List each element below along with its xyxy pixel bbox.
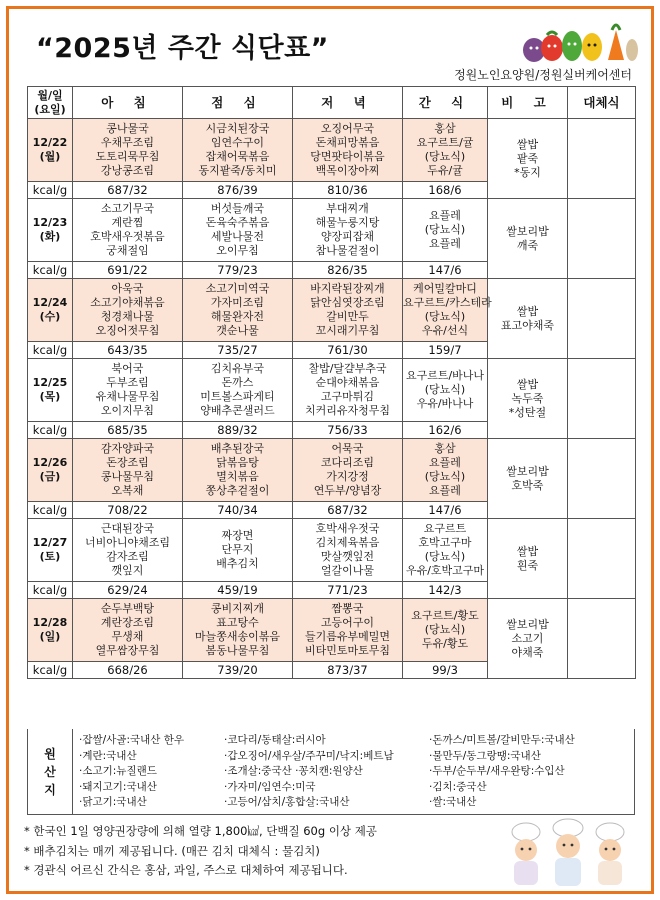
menu-item: 오이무침 xyxy=(216,244,259,257)
menu-item: 참나물겉절이 xyxy=(315,244,380,257)
menu-item: 돈장조림 xyxy=(106,456,149,469)
page-title: “2025년 주간 식단표” xyxy=(36,33,329,64)
day-cell: 12/23 (화) xyxy=(28,199,73,262)
vegetables-illustration xyxy=(520,16,638,64)
menu-item: 얼갈이나물 xyxy=(320,564,375,577)
breakfast-cell xyxy=(73,119,183,182)
kcal-value: 876/39 xyxy=(183,182,293,199)
snack-cell xyxy=(403,519,488,582)
menu-item: 닭안심엿장조림 xyxy=(310,296,385,309)
day-cell: 12/26 (금) xyxy=(28,439,73,502)
menu-day-row xyxy=(28,199,636,262)
menu-item: 부대찌개 xyxy=(326,202,369,215)
dinner-cell xyxy=(293,199,403,262)
menu-item: 감자조림 xyxy=(106,550,149,563)
kcal-value: 687/32 xyxy=(73,182,183,199)
menu-item: 북어국 xyxy=(111,362,144,375)
alternative-cell xyxy=(568,519,636,599)
kcal-value: 168/6 xyxy=(403,182,488,199)
menu-item: 배추된장국 xyxy=(210,442,265,455)
menu-item: 가지강정 xyxy=(326,470,369,483)
menu-item: 동지팥죽/동치미 xyxy=(198,164,277,177)
menu-item: 호박새우젓국 xyxy=(315,522,380,535)
menu-item: 강낭콩조림 xyxy=(100,164,155,177)
menu-item: 요구르트/바나나 xyxy=(405,369,485,382)
breakfast-cell xyxy=(73,599,183,662)
menu-item: 시금치된장국 xyxy=(205,122,270,135)
menu-item: 임연수구이 xyxy=(210,136,265,149)
kcal-value: 162/6 xyxy=(403,422,488,439)
kcal-value: 873/37 xyxy=(293,662,403,679)
kcal-value: 779/23 xyxy=(183,262,293,279)
menu-item: 봄동나물무침 xyxy=(205,644,270,657)
menu-item: 양배추콘샐러드 xyxy=(200,404,275,417)
menu-item: (당뇨식) xyxy=(424,550,466,563)
dinner-cell xyxy=(293,599,403,662)
dinner-cell xyxy=(293,279,403,342)
snack-cell xyxy=(403,199,488,262)
menu-item: 마늘쫑새송이볶음 xyxy=(194,630,280,643)
menu-item: 닭볶음탕 xyxy=(216,456,259,469)
menu-item: 순대야채볶음 xyxy=(315,376,380,389)
facility-name: 정원노인요양원/정원실버케어센터 xyxy=(454,68,632,82)
menu-item: 들기름유부메밀면 xyxy=(304,630,390,643)
menu-item: 고등어구이 xyxy=(320,616,375,629)
menu-item: 배추김치 xyxy=(216,557,259,570)
day-cell: 12/28 (일) xyxy=(28,599,73,662)
alternative-cell xyxy=(568,119,636,199)
kcal-label: kcal/g xyxy=(28,262,73,279)
menu-item: 요플레 xyxy=(429,484,461,497)
note-cell: 쌀밥 녹두죽 *성탄절 xyxy=(488,359,568,439)
weekly-menu-table xyxy=(27,86,636,679)
menu-item: 계란장조림 xyxy=(100,616,155,629)
menu-item: (당뇨식) xyxy=(424,150,466,163)
menu-item: 콩나물국 xyxy=(106,122,149,135)
menu-item: 요플레 xyxy=(429,237,461,250)
kcal-value: 740/34 xyxy=(183,502,293,519)
kcal-value: 756/33 xyxy=(293,422,403,439)
note-cell: 쌀보리밥 깨죽 xyxy=(488,199,568,279)
alternative-cell xyxy=(568,199,636,279)
header-day: 월/일 (요일) xyxy=(28,87,73,119)
day-cell: 12/25 (목) xyxy=(28,359,73,422)
menu-item: 돈육숙주볶음 xyxy=(205,216,270,229)
alternative-cell xyxy=(568,599,636,679)
menu-item: 연두부/양념장 xyxy=(313,484,382,497)
menu-item: 찰밥/달걀부추국 xyxy=(308,362,387,375)
origin-column-1: ·잡쌀/사골:국내산 한우 ·계란:국내산 ·소고기:뉴질랜드 ·돼지고기:국내산 ·닭고기:국내산 xyxy=(79,734,185,808)
snack-cell xyxy=(403,599,488,662)
lunch-cell xyxy=(183,359,293,422)
kcal-value: 889/32 xyxy=(183,422,293,439)
menu-item: 잡채어묵볶음 xyxy=(205,150,270,163)
menu-item: 어묵국 xyxy=(331,442,364,455)
dinner-cell xyxy=(293,439,403,502)
footnote: * 배추김치는 매끼 제공됩니다. (매끈 김치 대체식 : 물김치) xyxy=(24,843,320,858)
menu-item: 호박새우젓볶음 xyxy=(90,230,165,243)
header-breakfast: 아 침 xyxy=(73,87,183,119)
menu-item: 미트볼스파게티 xyxy=(200,390,275,403)
footnotes xyxy=(24,822,377,881)
note-cell: 쌀보리밥 소고기 야채죽 xyxy=(488,599,568,679)
menu-item: 갈비만두 xyxy=(326,310,369,323)
menu-item: 요구르트/황도 xyxy=(411,609,479,622)
menu-item: 우유/바나나 xyxy=(416,397,474,410)
menu-item: 해물누룽지탕 xyxy=(315,216,380,229)
menu-day-row xyxy=(28,279,636,342)
menu-item: 멸치볶음 xyxy=(216,470,259,483)
day-cell: 12/22 (월) xyxy=(28,119,73,182)
menu-item: 요구르트/카스테라 xyxy=(403,296,492,309)
kcal-value: 459/19 xyxy=(183,582,293,599)
note-cell: 쌀보리밥 호박죽 xyxy=(488,439,568,519)
menu-item: 갯순나물 xyxy=(216,324,259,337)
lunch-cell xyxy=(183,599,293,662)
footnote: * 경관식 어르신 간식은 홍삼, 과일, 주스로 대체하여 제공됩니다. xyxy=(24,863,348,877)
menu-item: 바지락된장찌개 xyxy=(310,282,385,295)
menu-item: 치커리유자청무침 xyxy=(304,404,390,417)
kcal-value: 147/6 xyxy=(403,502,488,519)
menu-item: 돈채피망볶음 xyxy=(315,136,380,149)
kcal-value: 687/32 xyxy=(293,502,403,519)
menu-item: 꼬시래기무침 xyxy=(315,324,380,337)
origin-column-2: ·코다리/동태살:러시아 ·갑오징어/새우살/주꾸미/낙지:베트남 ·조개살:중국산 ·꽁치캔:원양산 ·가자미/임연수:미국 ·고등어/삼치/홍합살:국내산 xyxy=(224,734,394,808)
menu-item: 해물완자전 xyxy=(210,310,265,323)
menu-item: 단무지 xyxy=(221,543,254,556)
menu-item: (당뇨식) xyxy=(424,310,466,323)
alternative-cell xyxy=(568,359,636,439)
menu-item: 가자미조림 xyxy=(210,296,265,309)
menu-item: 짜장면 xyxy=(221,529,254,542)
kcal-value: 685/35 xyxy=(73,422,183,439)
menu-item: (당뇨식) xyxy=(424,383,466,396)
kcal-label: kcal/g xyxy=(28,422,73,439)
snack-cell xyxy=(403,359,488,422)
menu-item: 요구르트 xyxy=(423,522,467,535)
menu-day-row xyxy=(28,119,636,182)
kcal-value: 99/3 xyxy=(403,662,488,679)
footnote: * 한국인 1일 영양권장량에 의해 열량 1,800㎉, 단백질 60g 이상 제공 xyxy=(24,824,377,838)
menu-item: 요플레 xyxy=(429,209,461,222)
header-lunch: 점 심 xyxy=(183,87,293,119)
kcal-value: 708/22 xyxy=(73,502,183,519)
menu-item: 두부조림 xyxy=(106,376,149,389)
menu-item: 오이지무침 xyxy=(100,404,155,417)
menu-item: (당뇨식) xyxy=(424,623,466,636)
menu-item: 콩나물무침 xyxy=(100,470,155,483)
menu-item: 소고기무국 xyxy=(100,202,155,215)
menu-item: 무생채 xyxy=(111,630,144,643)
menu-item: 순두부백탕 xyxy=(100,602,155,615)
kcal-label: kcal/g xyxy=(28,342,73,359)
dinner-cell xyxy=(293,359,403,422)
menu-item: 쫑상추겉절이 xyxy=(205,484,270,497)
lunch-cell xyxy=(183,119,293,182)
kcal-value: 629/24 xyxy=(73,582,183,599)
snack-cell xyxy=(403,279,492,342)
origin-column-3: ·돈까스/미트볼/갈비만두:국내산 ·물만두/동그랑땡:국내산 ·두부/순두부/새우완탕:수입산 ·김치:중국산 ·쌀:국내산 xyxy=(429,734,575,808)
day-cell: 12/27 (토) xyxy=(28,519,73,582)
note-cell: 쌀밥 흰죽 xyxy=(488,519,568,599)
kcal-value: 761/30 xyxy=(293,342,403,359)
menu-item: 당면팟타이볶음 xyxy=(310,150,385,163)
menu-item: 두유/귤 xyxy=(427,164,463,177)
menu-item: 청경채나물 xyxy=(100,310,155,323)
snack-cell xyxy=(403,119,488,182)
menu-item: 오징어무국 xyxy=(320,122,375,135)
menu-item: 세발나물전 xyxy=(210,230,265,243)
kcal-value: 735/27 xyxy=(183,342,293,359)
lunch-cell xyxy=(183,279,293,342)
menu-item: 궁채절임 xyxy=(106,244,149,257)
menu-item: 오복채 xyxy=(111,484,144,497)
menu-item: 케어밀칼마디 xyxy=(413,282,477,295)
menu-item: 우유/선식 xyxy=(421,324,469,337)
menu-day-row xyxy=(28,599,636,662)
menu-day-row xyxy=(28,439,636,502)
header-dinner: 저 녁 xyxy=(293,87,403,119)
kcal-value: 739/20 xyxy=(183,662,293,679)
menu-item: 버섯들깨국 xyxy=(210,202,265,215)
menu-item: 김치유부국 xyxy=(210,362,265,375)
menu-item: 홍삼 xyxy=(434,122,456,135)
kcal-value: 159/7 xyxy=(403,342,488,359)
kcal-label: kcal/g xyxy=(28,582,73,599)
menu-item: 콩비지찌개 xyxy=(210,602,265,615)
menu-item: 두유/황도 xyxy=(421,637,469,650)
menu-item: 오징어젓무침 xyxy=(95,324,160,337)
menu-item: 돈까스 xyxy=(221,376,254,389)
origin-label: 원 산 지 xyxy=(28,729,73,814)
breakfast-cell xyxy=(73,279,183,342)
breakfast-cell xyxy=(73,199,183,262)
header-note: 비 고 xyxy=(488,87,568,119)
breakfast-cell xyxy=(73,439,183,502)
menu-item: 우유/호박고구마 xyxy=(405,564,485,577)
menu-item: 너비아니야채조림 xyxy=(84,536,170,549)
menu-day-row xyxy=(28,359,636,422)
menu-item: 표고탕수 xyxy=(216,616,259,629)
header-row xyxy=(28,87,636,119)
menu-item: 백목이장아찌 xyxy=(315,164,380,177)
kcal-value: 668/26 xyxy=(73,662,183,679)
menu-day-row xyxy=(28,519,636,582)
menu-item: 아욱국 xyxy=(111,282,144,295)
origin-section xyxy=(27,729,635,815)
menu-item: 깻잎지 xyxy=(111,564,144,577)
breakfast-cell xyxy=(73,359,183,422)
header-alternative: 대체식 xyxy=(568,87,636,119)
menu-item: 도토리묵무침 xyxy=(95,150,160,163)
menu-item: (당뇨식) xyxy=(424,470,466,483)
kcal-label: kcal/g xyxy=(28,662,73,679)
menu-item: (당뇨식) xyxy=(424,223,466,236)
kcal-value: 691/22 xyxy=(73,262,183,279)
menu-item: 열무쌈장무침 xyxy=(95,644,160,657)
menu-item: 소고기야채볶음 xyxy=(90,296,165,309)
menu-item: 감자양파국 xyxy=(100,442,155,455)
day-cell: 12/24 (수) xyxy=(28,279,73,342)
kcal-value: 643/35 xyxy=(73,342,183,359)
menu-item: 근대된장국 xyxy=(100,522,155,535)
menu-item: 요플레 xyxy=(429,456,461,469)
dinner-cell xyxy=(293,519,403,582)
alternative-cell xyxy=(568,279,636,359)
kcal-value: 142/3 xyxy=(403,582,488,599)
kcal-label: kcal/g xyxy=(28,502,73,519)
note-cell: 쌀밥 표고야채죽 xyxy=(488,279,568,359)
menu-item: 코다리조림 xyxy=(320,456,375,469)
lunch-cell xyxy=(183,439,293,502)
kcal-value: 771/23 xyxy=(293,582,403,599)
menu-item: 김치제육볶음 xyxy=(315,536,380,549)
lunch-cell xyxy=(183,199,293,262)
menu-item: 짬뽕국 xyxy=(331,602,364,615)
kcal-value: 147/6 xyxy=(403,262,488,279)
menu-item: 홍삼 xyxy=(434,442,456,455)
header-snack: 간 식 xyxy=(403,87,488,119)
breakfast-cell xyxy=(73,519,183,582)
menu-item: 호박고구마 xyxy=(418,536,472,549)
menu-item: 고구마튀김 xyxy=(320,390,375,403)
menu-item: 우채무조림 xyxy=(100,136,155,149)
menu-item: 계란찜 xyxy=(111,216,144,229)
menu-item: 맛살깻잎전 xyxy=(320,550,375,563)
menu-item: 비타민토마토무침 xyxy=(304,644,390,657)
menu-item: 소고기미역국 xyxy=(205,282,270,295)
lunch-cell xyxy=(183,519,293,582)
menu-item: 요구르트/귤 xyxy=(416,136,474,149)
kcal-value: 810/36 xyxy=(293,182,403,199)
menu-item: 유채나물무침 xyxy=(95,390,160,403)
menu-item: 양장피잡채 xyxy=(320,230,375,243)
kcal-label: kcal/g xyxy=(28,182,73,199)
dinner-cell xyxy=(293,119,403,182)
chef-kids-illustration xyxy=(498,818,638,888)
note-cell: 쌀밥 팥죽 *동지 xyxy=(488,119,568,199)
kcal-value: 826/35 xyxy=(293,262,403,279)
alternative-cell xyxy=(568,439,636,519)
snack-cell xyxy=(403,439,488,502)
